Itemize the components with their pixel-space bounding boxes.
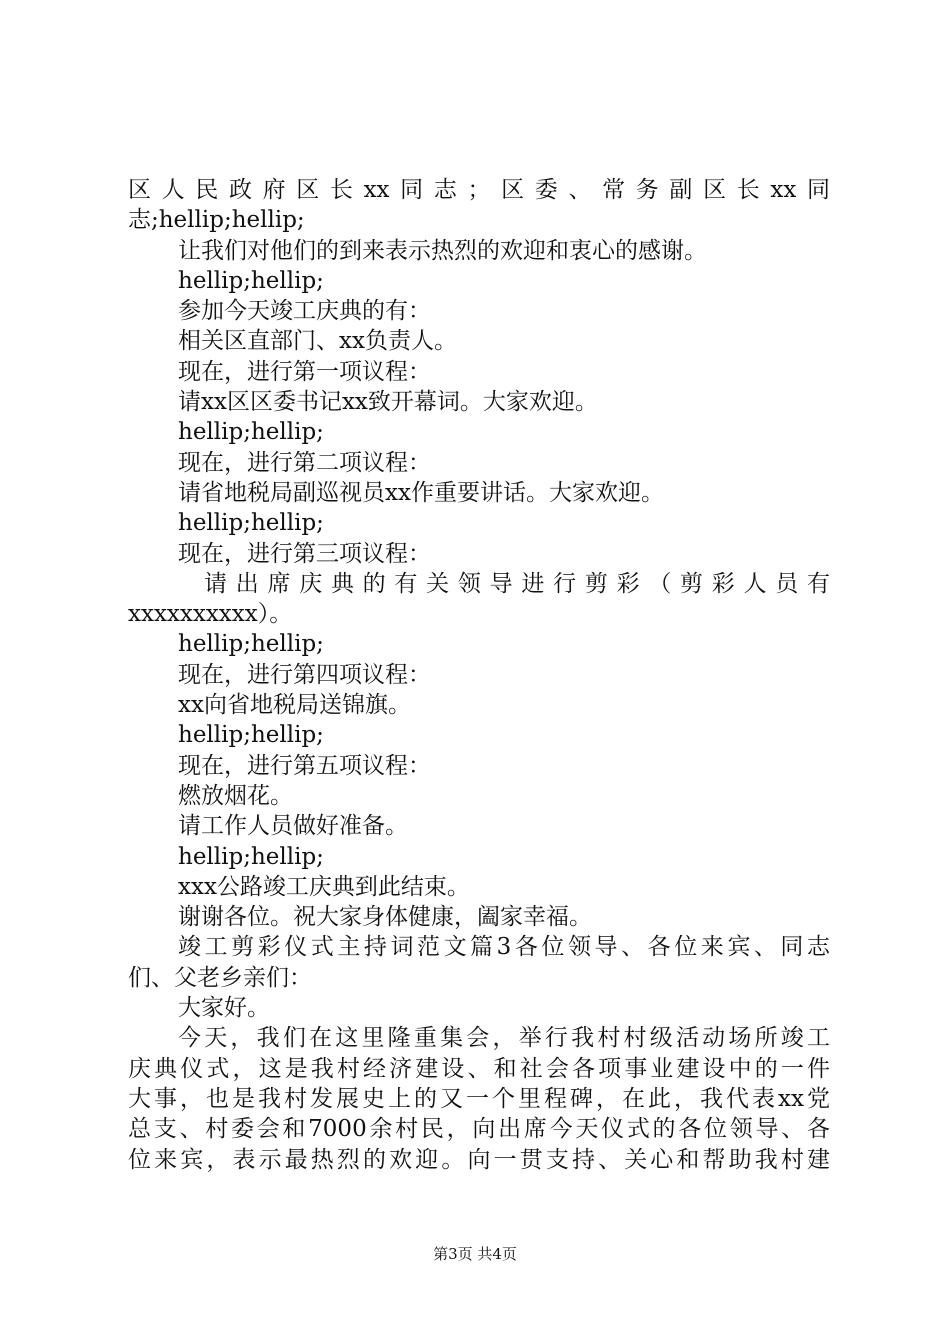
- text-line: 参加今天竣工庆典的有：: [178, 298, 431, 325]
- text-line: 区人民政府区长xx同志；区委、常务副区长xx同: [128, 177, 830, 203]
- text-line: hellip;hellip;: [178, 631, 324, 658]
- text-line: 现在，进行第四项议程：: [178, 661, 431, 688]
- text-line: xxxxxxxxxx）。: [128, 601, 293, 628]
- text-line: 今天，我们在这里隆重集会，举行我村村级活动场所竣工: [178, 1025, 830, 1052]
- text-line: 大事，也是我村发展史上的又一个里程碑，在此，我代表xx党: [128, 1085, 830, 1112]
- text-line: 现在，进行第五项议程：: [178, 752, 431, 779]
- text-line: 志;hellip;hellip;: [128, 207, 305, 234]
- text-line: 现在，进行第一项议程：: [178, 358, 431, 385]
- text-line: 让我们对他们的到来表示热烈的欢迎和衷心的感谢。: [178, 237, 707, 264]
- text-line: 相关区直部门、xx负责人。: [178, 328, 457, 355]
- text-line: 谢谢各位。祝大家身体健康，阖家幸福。: [178, 904, 592, 931]
- text-line: hellip;hellip;: [178, 267, 324, 294]
- document-body: [128, 175, 830, 1175]
- text-line: hellip;hellip;: [178, 510, 324, 537]
- text-line: hellip;hellip;: [178, 722, 324, 749]
- text-line: xxx公路竣工庆典到此结束。: [178, 873, 470, 900]
- text-line: 总支、村委会和7000余村民，向出席今天仪式的各位领导、各: [128, 1116, 830, 1143]
- text-line: 请工作人员做好准备。: [178, 813, 408, 840]
- text-line: 们、父老乡亲们：: [128, 964, 312, 991]
- text-line: hellip;hellip;: [178, 419, 324, 446]
- text-line: 庆典仪式，这是我村经济建设、和社会各项事业建设中的一件: [128, 1055, 830, 1082]
- text-line: 现在，进行第三项议程：: [178, 540, 431, 567]
- text-line: 竣工剪彩仪式主持词范文篇3各位领导、各位来宾、同志: [178, 934, 830, 961]
- text-line: 大家好。: [178, 995, 270, 1022]
- text-line: 位来宾，表示最热烈的欢迎。向一贯支持、关心和帮助我村建: [128, 1146, 830, 1173]
- page-number-footer: 第3页 共4页: [433, 1245, 517, 1263]
- text-line: hellip;hellip;: [178, 843, 324, 870]
- text-line: 燃放烟花。: [178, 782, 293, 809]
- text-line: 现在，进行第二项议程：: [178, 449, 431, 476]
- text-line: 请省地税局副巡视员xx作重要讲话。大家欢迎。: [178, 479, 664, 506]
- text-line: xx向省地税局送锦旗。: [178, 692, 411, 719]
- text-line: 请出席庆典的有关领导进行剪彩（剪彩人员有: [204, 570, 830, 597]
- text-line: 请xx区区委书记xx致开幕词。大家欢迎。: [178, 389, 598, 416]
